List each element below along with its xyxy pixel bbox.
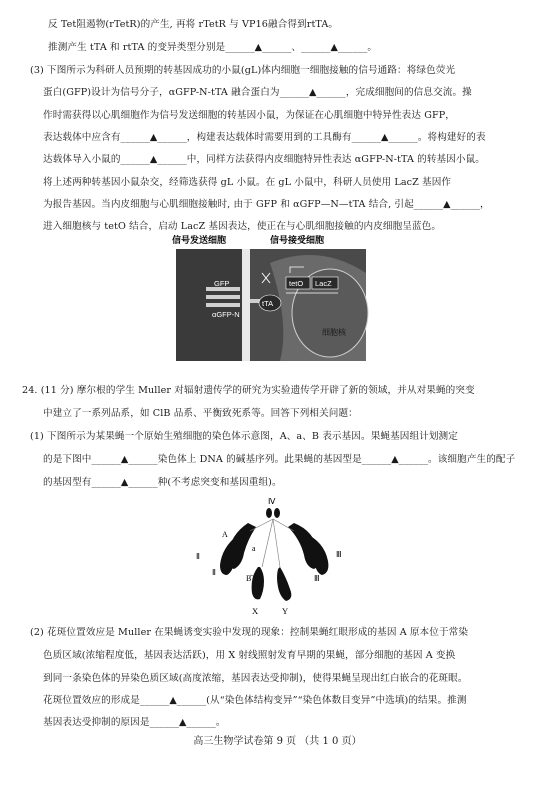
text-line: 24. (11 分) 摩尔根的学生 Muller 对辐射遗传学的研究为实验遗传学开辟了新的领域，并从对果蝇的突变 (22, 385, 475, 396)
chromosome-figure (190, 495, 360, 617)
text-line: (2) 花斑位置效应是 Muller 在果蝇诱变实验中发现的现象：控制果蝇红眼形成的基因 A 原本位于常染 (30, 627, 469, 638)
send-cell-label: 信号发送细胞 (172, 235, 227, 245)
chrom-iii-right-label: Ⅲ (336, 550, 342, 559)
gene-B-label: B (246, 574, 252, 583)
chrom-ii-left-label: Ⅱ (196, 552, 200, 561)
text-line: 推测产生 tTA 和 rtTA 的变异类型分别是______▲______、______▲______。 (48, 42, 378, 53)
gene-A-label: A (222, 530, 228, 539)
chrom-iii-left-label: Ⅲ (314, 574, 320, 583)
text-line: 中建立了一系列品系，如 ClB 品系、平衡致死系等。回答下列相关问题： (43, 408, 358, 419)
text-line: 作时需获得以心肌细胞作为信号发送细胞的转基因小鼠，为保证在心肌细胞中特异性表达 GFP， (43, 110, 455, 121)
text-line: 花斑位置效应的形成是______▲______(从“染色体结构变异”“染色体数目变异”中选填)的结果。推测 (43, 695, 467, 706)
text-line: (1) 下图所示为某果蝇一个原始生殖细胞的染色体示意图，A、a、B 表示基因。果蝇基因组计划测定 (30, 431, 458, 442)
text-line: 达载体导入小鼠的______▲______中，同样方法获得内皮细胞特异性表达 αGFP-N-tTA 的转基因小鼠。 (43, 154, 486, 165)
chrom-iv-label: Ⅳ (268, 497, 276, 506)
text-line: 将上述两种转基因小鼠杂交，经筛选获得 gL 小鼠。在 gL 小鼠中，科研人员使用 LacZ 基因作 (43, 177, 452, 188)
page-footer: 高三生物学试卷第 9 页 （共 1 0 页） (193, 736, 362, 747)
agfp-label: αGFP-N (212, 310, 240, 319)
gene-a-label: a (252, 544, 256, 553)
chrom-ii-right-label: Ⅱ (212, 568, 216, 577)
text-line: 蛋白(GFP)设计为信号分子，αGFP-N-tTA 融合蛋白为______▲______，完成细胞间的信息交流。操 (43, 87, 472, 98)
text-line: 为报告基因。当内皮细胞与心肌细胞接触时, 由于 GFP 和 αGFP—N—tTA 结合, 引起______▲______， (43, 199, 490, 210)
text-line: 色质区域(浓缩程度低，基因表达活跃)，用 X 射线照射发育早期的果蝇，部分细胞的基因 A 变换 (43, 650, 456, 661)
text-line: 的是下图中______▲______染色体上 DNA 的碱基序列。此果蝇的基因型是______▲______。该细胞产生的配子 (43, 454, 516, 465)
text-line: (3) 下图所示为科研人员预期的转基因成功的小鼠(gL)体内细胞一细胞接触的信号通路：将绿色荧光 (30, 65, 456, 76)
lacz-label: LacZ (315, 279, 332, 288)
recv-cell-label: 信号接受细胞 (270, 235, 325, 245)
chrom-y-label: Y (282, 606, 289, 616)
text-line: 表达载体中应含有______▲______，构建表达载体时需要用到的工具酶有______▲______。将构建好的表 (43, 132, 486, 143)
teto-label: tetO (289, 279, 304, 288)
nucleus-label: 细胞核 (322, 328, 346, 337)
text-line: 的基因型有______▲______种(不考虑突变和基因重组)。 (43, 477, 282, 488)
cell-signaling-figure (170, 233, 370, 365)
tta-label: tTA (262, 299, 274, 308)
text-line: 基因表达受抑制的原因是______▲______。 (43, 717, 226, 728)
text-line: 进入细胞核与 tetO 结合，启动 LacZ 基因表达，使正在与心肌细胞接触的内皮细胞呈蓝色。 (43, 221, 442, 232)
text-line: 反 Tet阻遏物(rTetR)的产生, 再将 rTetR 与 VP16融合得到rtTA。 (48, 19, 339, 30)
gfp-label: GFP (214, 279, 230, 288)
text-line: 到同一条染色体的异染色质区域(高度浓缩，基因表达受抑制)，使得果蝇呈现出红白嵌合的花斑眼。 (43, 673, 468, 684)
chrom-x-label: X (252, 606, 259, 616)
